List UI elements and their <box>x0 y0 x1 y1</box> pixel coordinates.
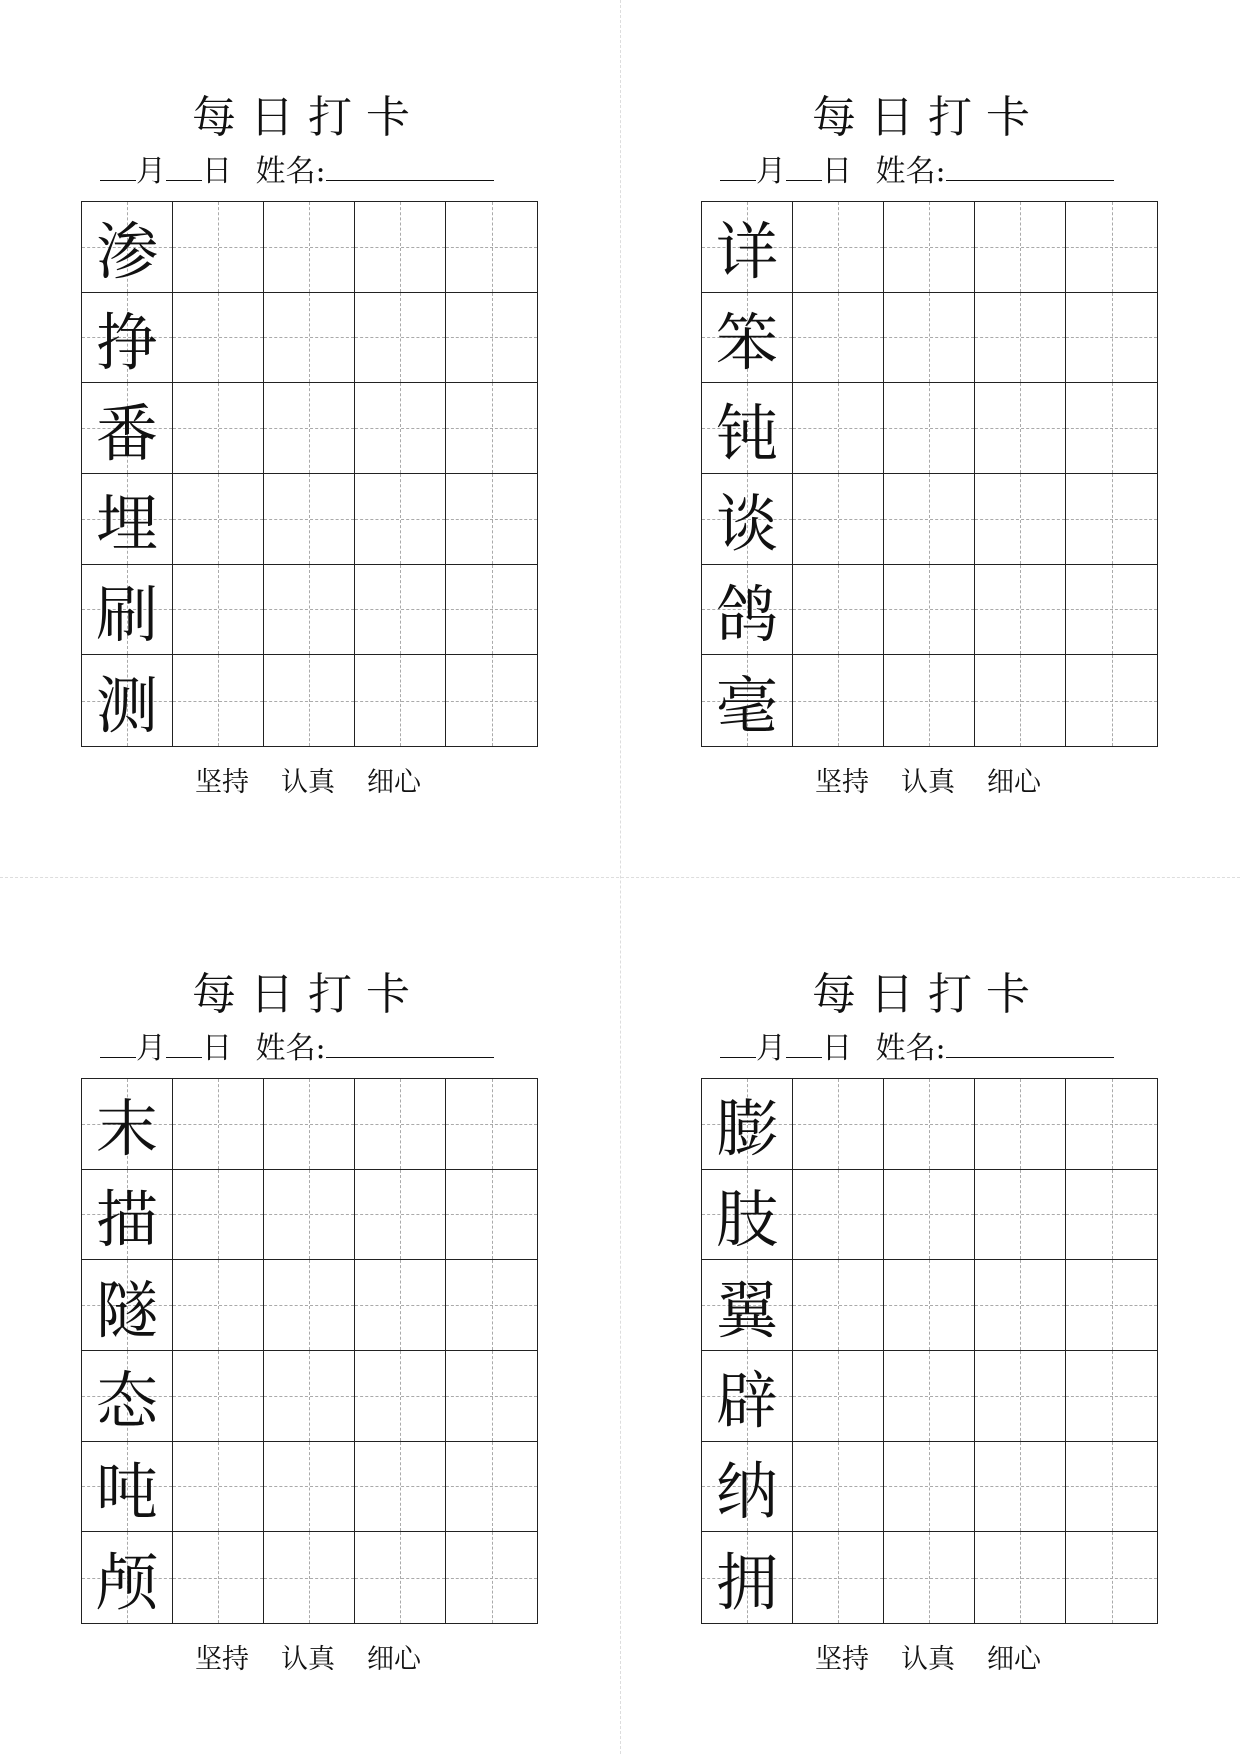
model-character: 渗 <box>95 215 158 289</box>
practice-cell[interactable] <box>82 655 173 746</box>
model-character: 态 <box>95 1364 158 1438</box>
motto-word: 细心 <box>367 1644 421 1675</box>
practice-cell[interactable] <box>1066 1170 1157 1261</box>
practice-cell[interactable] <box>975 383 1066 474</box>
practice-cell[interactable] <box>1066 655 1157 746</box>
practice-cell[interactable] <box>702 1532 793 1623</box>
name-blank[interactable] <box>326 150 494 181</box>
practice-cell[interactable] <box>793 383 884 474</box>
month-label: 月 <box>756 1031 786 1066</box>
practice-cell[interactable] <box>884 1170 975 1261</box>
name-label: 姓名: <box>875 154 946 189</box>
practice-cell[interactable] <box>793 293 884 384</box>
practice-cell[interactable] <box>702 1442 793 1533</box>
practice-cell[interactable] <box>264 1442 355 1533</box>
model-character: 拥 <box>715 1546 778 1620</box>
name-blank[interactable] <box>326 1027 494 1058</box>
practice-cell[interactable] <box>793 1532 884 1623</box>
model-character: 隧 <box>95 1273 158 1347</box>
practice-cell[interactable] <box>355 655 446 746</box>
practice-cell[interactable] <box>793 565 884 656</box>
practice-cell[interactable] <box>702 474 793 565</box>
motto-word: 细心 <box>987 767 1041 798</box>
writing-grid <box>701 201 1158 747</box>
checkin-card <box>0 877 620 1754</box>
practice-cell[interactable] <box>1066 1260 1157 1351</box>
practice-cell[interactable] <box>82 1532 173 1623</box>
practice-cell[interactable] <box>793 1260 884 1351</box>
writing-grid <box>701 1078 1158 1624</box>
month-blank[interactable] <box>100 150 136 181</box>
practice-cell[interactable] <box>355 1170 446 1261</box>
practice-cell[interactable] <box>702 1079 793 1170</box>
practice-cell[interactable] <box>173 655 264 746</box>
motto-word: 认真 <box>281 1644 335 1675</box>
practice-cell[interactable] <box>82 1442 173 1533</box>
month-blank[interactable] <box>720 150 756 181</box>
practice-cell[interactable] <box>82 565 173 656</box>
practice-cell[interactable] <box>446 383 537 474</box>
motto-word: 认真 <box>901 1644 955 1675</box>
practice-cell[interactable] <box>82 383 173 474</box>
name-label: 姓名: <box>875 1031 946 1066</box>
practice-cell[interactable] <box>793 1442 884 1533</box>
motto-word: 细心 <box>987 1644 1041 1675</box>
month-label: 月 <box>136 154 166 189</box>
practice-cell[interactable] <box>975 1170 1066 1261</box>
practice-cell[interactable] <box>884 383 975 474</box>
checkin-card <box>0 0 620 877</box>
practice-cell[interactable] <box>264 1532 355 1623</box>
practice-cell[interactable] <box>702 202 793 293</box>
model-character: 辟 <box>715 1364 778 1438</box>
practice-cell[interactable] <box>975 1079 1066 1170</box>
practice-cell[interactable] <box>1066 474 1157 565</box>
date-name-line <box>720 1027 1114 1069</box>
name-blank[interactable] <box>946 1027 1114 1058</box>
motto <box>620 1637 1236 1676</box>
practice-cell[interactable] <box>82 1260 173 1351</box>
practice-cell[interactable] <box>446 1351 537 1442</box>
model-character: 挣 <box>95 305 158 379</box>
day-label: 日 <box>822 1031 852 1066</box>
practice-cell[interactable] <box>355 383 446 474</box>
practice-cell[interactable] <box>793 474 884 565</box>
practice-cell[interactable] <box>884 1260 975 1351</box>
practice-cell[interactable] <box>173 474 264 565</box>
practice-cell[interactable] <box>975 1442 1066 1533</box>
practice-cell[interactable] <box>702 1170 793 1261</box>
card-title: 每日打卡 <box>812 92 1044 143</box>
practice-cell[interactable] <box>82 1351 173 1442</box>
practice-cell[interactable] <box>1066 1532 1157 1623</box>
month-blank[interactable] <box>720 1027 756 1058</box>
day-blank[interactable] <box>166 1027 202 1058</box>
practice-cell[interactable] <box>446 1079 537 1170</box>
practice-cell[interactable] <box>264 383 355 474</box>
practice-cell[interactable] <box>702 565 793 656</box>
practice-cell[interactable] <box>173 293 264 384</box>
motto <box>0 1637 616 1676</box>
practice-cell[interactable] <box>173 1079 264 1170</box>
name-label: 姓名: <box>255 1031 326 1066</box>
practice-cell[interactable] <box>793 655 884 746</box>
model-character: 刷 <box>95 577 158 651</box>
checkin-card <box>620 877 1240 1754</box>
writing-grid <box>81 1078 538 1624</box>
practice-cell[interactable] <box>355 1079 446 1170</box>
practice-cell[interactable] <box>884 655 975 746</box>
motto-word: 坚持 <box>195 1644 249 1675</box>
practice-cell[interactable] <box>355 1260 446 1351</box>
model-character: 测 <box>95 669 158 743</box>
practice-cell[interactable] <box>173 1170 264 1261</box>
practice-cell[interactable] <box>793 1170 884 1261</box>
practice-cell[interactable] <box>264 474 355 565</box>
model-character: 鸽 <box>715 577 778 651</box>
motto <box>0 760 616 799</box>
model-character: 笨 <box>715 305 778 379</box>
model-character: 谈 <box>715 487 778 561</box>
practice-cell[interactable] <box>793 202 884 293</box>
practice-cell[interactable] <box>793 1079 884 1170</box>
practice-cell[interactable] <box>884 1079 975 1170</box>
model-character: 描 <box>95 1182 158 1256</box>
day-label: 日 <box>202 1031 232 1066</box>
model-character: 翼 <box>715 1273 778 1347</box>
date-name-line <box>100 150 494 192</box>
model-character: 膨 <box>715 1092 778 1166</box>
name-label: 姓名: <box>255 154 326 189</box>
practice-cell[interactable] <box>975 565 1066 656</box>
model-character: 毫 <box>715 669 778 743</box>
practice-cell[interactable] <box>82 474 173 565</box>
model-character: 埋 <box>95 487 158 561</box>
day-blank[interactable] <box>166 150 202 181</box>
practice-cell[interactable] <box>446 1532 537 1623</box>
practice-cell[interactable] <box>355 1442 446 1533</box>
practice-cell[interactable] <box>82 293 173 384</box>
practice-cell[interactable] <box>1066 1079 1157 1170</box>
practice-cell[interactable] <box>884 1532 975 1623</box>
practice-cell[interactable] <box>975 293 1066 384</box>
card-title: 每日打卡 <box>812 969 1044 1020</box>
month-label: 月 <box>136 1031 166 1066</box>
checkin-card <box>620 0 1240 877</box>
practice-cell[interactable] <box>355 565 446 656</box>
practice-cell[interactable] <box>82 1079 173 1170</box>
practice-cell[interactable] <box>264 202 355 293</box>
practice-cell[interactable] <box>975 655 1066 746</box>
model-character: 肢 <box>715 1182 778 1256</box>
motto-word: 认真 <box>901 767 955 798</box>
practice-cell[interactable] <box>264 293 355 384</box>
practice-cell[interactable] <box>264 1351 355 1442</box>
date-name-line <box>100 1027 494 1069</box>
practice-cell[interactable] <box>884 293 975 384</box>
practice-cell[interactable] <box>446 474 537 565</box>
practice-cell[interactable] <box>446 655 537 746</box>
model-character: 末 <box>95 1092 158 1166</box>
name-blank[interactable] <box>946 150 1114 181</box>
practice-cell[interactable] <box>82 1170 173 1261</box>
writing-grid <box>81 201 538 747</box>
practice-cell[interactable] <box>975 202 1066 293</box>
practice-cell[interactable] <box>702 383 793 474</box>
practice-cell[interactable] <box>264 655 355 746</box>
practice-cell[interactable] <box>793 1351 884 1442</box>
practice-cell[interactable] <box>884 565 975 656</box>
practice-cell[interactable] <box>975 1260 1066 1351</box>
model-character: 详 <box>715 215 778 289</box>
practice-cell[interactable] <box>355 474 446 565</box>
day-label: 日 <box>202 154 232 189</box>
practice-cell[interactable] <box>264 1260 355 1351</box>
motto-word: 坚持 <box>195 767 249 798</box>
motto <box>620 760 1236 799</box>
model-character: 纳 <box>715 1454 778 1528</box>
practice-cell[interactable] <box>702 293 793 384</box>
practice-cell[interactable] <box>446 1170 537 1261</box>
model-character: 颅 <box>95 1546 158 1620</box>
practice-cell[interactable] <box>975 474 1066 565</box>
practice-cell[interactable] <box>702 1260 793 1351</box>
practice-cell[interactable] <box>975 1351 1066 1442</box>
day-blank[interactable] <box>786 1027 822 1058</box>
practice-cell[interactable] <box>884 474 975 565</box>
motto-word: 细心 <box>367 767 421 798</box>
motto-word: 坚持 <box>815 767 869 798</box>
model-character: 吨 <box>95 1454 158 1528</box>
practice-cell[interactable] <box>173 1351 264 1442</box>
practice-cell[interactable] <box>264 1170 355 1261</box>
practice-cell[interactable] <box>173 1260 264 1351</box>
practice-cell[interactable] <box>173 202 264 293</box>
practice-cell[interactable] <box>264 1079 355 1170</box>
practice-cell[interactable] <box>173 1442 264 1533</box>
practice-cell[interactable] <box>884 1442 975 1533</box>
practice-cell[interactable] <box>82 202 173 293</box>
card-title: 每日打卡 <box>192 969 424 1020</box>
practice-cell[interactable] <box>173 383 264 474</box>
month-label: 月 <box>756 154 786 189</box>
motto-word: 认真 <box>281 767 335 798</box>
practice-cell[interactable] <box>702 655 793 746</box>
practice-cell[interactable] <box>446 565 537 656</box>
practice-cell[interactable] <box>446 293 537 384</box>
model-character: 钝 <box>715 396 778 470</box>
practice-cell[interactable] <box>1066 202 1157 293</box>
practice-cell[interactable] <box>355 1532 446 1623</box>
month-blank[interactable] <box>100 1027 136 1058</box>
card-title: 每日打卡 <box>192 92 424 143</box>
practice-cell[interactable] <box>355 293 446 384</box>
practice-cell[interactable] <box>1066 565 1157 656</box>
motto-word: 坚持 <box>815 1644 869 1675</box>
day-blank[interactable] <box>786 150 822 181</box>
practice-cell[interactable] <box>355 1351 446 1442</box>
practice-cell[interactable] <box>884 1351 975 1442</box>
practice-cell[interactable] <box>702 1351 793 1442</box>
practice-cell[interactable] <box>1066 383 1157 474</box>
practice-cell[interactable] <box>1066 1442 1157 1533</box>
practice-cell[interactable] <box>173 1532 264 1623</box>
practice-cell[interactable] <box>173 565 264 656</box>
practice-cell[interactable] <box>264 565 355 656</box>
practice-cell[interactable] <box>446 1260 537 1351</box>
practice-cell[interactable] <box>975 1532 1066 1623</box>
practice-cell[interactable] <box>1066 293 1157 384</box>
practice-cell[interactable] <box>446 202 537 293</box>
day-label: 日 <box>822 154 852 189</box>
practice-cell[interactable] <box>1066 1351 1157 1442</box>
practice-cell[interactable] <box>884 202 975 293</box>
practice-cell[interactable] <box>355 202 446 293</box>
practice-cell[interactable] <box>446 1442 537 1533</box>
model-character: 番 <box>95 396 158 470</box>
date-name-line <box>720 150 1114 192</box>
